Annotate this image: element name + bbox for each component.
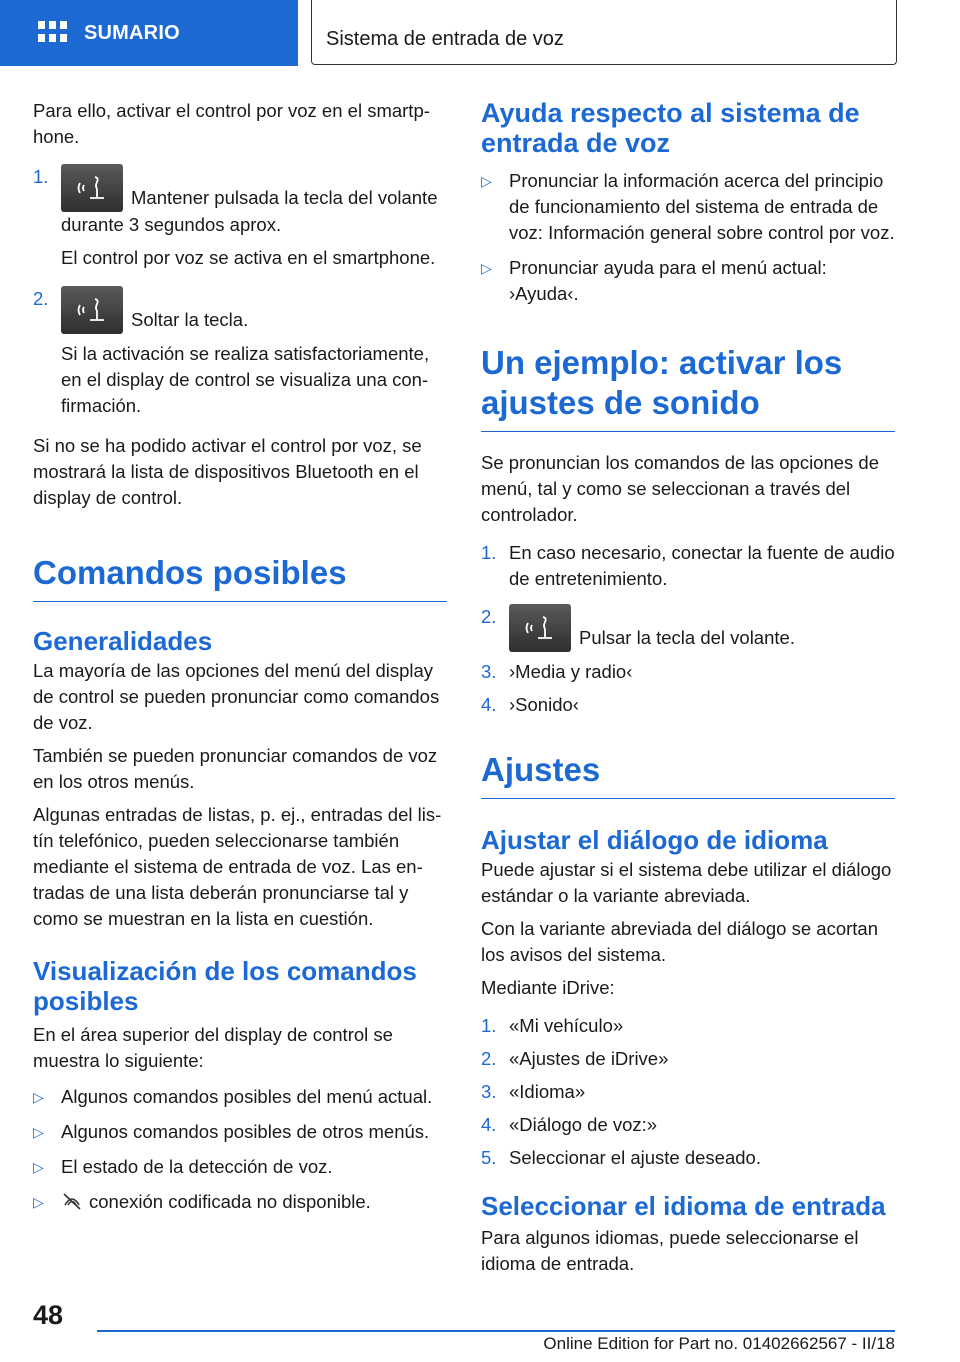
bullet-item: ▷ Algunos comandos posibles de otros menús. (33, 1119, 447, 1145)
step-text: Mantener pulsada la tecla del volante durante 3 segundos aprox. (61, 187, 438, 235)
step-item: 3. «Idioma» (481, 1081, 586, 1102)
intro-text: Para ello, activar el control por voz en el smartphone. (33, 100, 430, 147)
edition-text: Online Edition for Part no. 01402662567 - II/18 (543, 1334, 895, 1353)
bullet-item: ▷ Algunos comandos posibles del menú actual. (33, 1084, 447, 1110)
dialog-para-1: Puede ajustar si el sistema debe utilizar el diálogo estándar o la variante abreviada. (481, 859, 892, 906)
step-item (33, 286, 447, 426)
heading-comandos: Comandos posibles (33, 553, 447, 602)
toc-label: SUMARIO (84, 21, 180, 44)
page-number: 48 (33, 1300, 64, 1330)
footer-divider (97, 1330, 895, 1332)
example-para: Se pronuncian los comandos de las opciones de menú, tal y como se seleccionan a través del controlador. (481, 452, 880, 525)
step-item: 5. Seleccionar el ajuste deseado. (481, 1147, 761, 1168)
dialog-para-3: Mediante iDrive: (481, 977, 615, 998)
step-item: 3. ›Media y radio‹ (481, 661, 633, 682)
step-item: 2. Pulsar la tecla del volante. (481, 604, 895, 652)
dialog-para-2: Con la variante abreviada del diálogo se acortan los avisos del sistema. (481, 918, 878, 965)
triangle-bullet-icon: ▷ (481, 260, 492, 276)
section-title: Sistema de entrada de voz (326, 28, 564, 50)
general-para-3: Algunas entradas de listas, p. ej., entradas del listín telefónico, pueden seleccionarse también mediante el sistema de entrada de voz. Las entradas de una lista deberán pronunciarse tal y como se muestran en la lista en cuestión. (33, 804, 442, 929)
step-item: 4. «Diálogo de voz:» (481, 1114, 658, 1135)
section-tab[interactable] (311, 0, 897, 65)
triangle-bullet-icon: ▷ (33, 1159, 44, 1175)
voice-key-icon (61, 286, 123, 334)
heading-idioma: Seleccionar el idioma de entrada (481, 1191, 886, 1221)
visual-para: En el área superior del display de control se muestra lo siguiente: (33, 1024, 393, 1071)
triangle-bullet-icon: ▷ (33, 1124, 44, 1140)
step-item (33, 164, 447, 278)
bullet-item: ▷ El estado de la detección de voz. (33, 1154, 447, 1180)
heading-ayuda: Ayuda respecto al sistema de entrada de voz (481, 98, 860, 158)
heading-ajustes: Ajustes (481, 750, 895, 799)
triangle-bullet-icon: ▷ (33, 1194, 44, 1210)
fail-text: Si no se ha podido activar el control por voz, se mostrará la lista de dispositivos Bluetooth en el display de control. (33, 435, 422, 508)
top-bar (0, 0, 960, 68)
step-number: 2. (33, 288, 49, 309)
general-para-1: La mayoría de las opciones del menú del display de control se pueden pronunciar como comandos de voz. (33, 660, 440, 733)
heading-visualizacion: Visualización de los comandos posibles (33, 956, 417, 1016)
step-item: 1. «Mi vehículo» (481, 1015, 624, 1036)
step-text: Soltar la tecla. (131, 309, 249, 330)
voice-key-icon (509, 604, 571, 652)
left-column (33, 98, 447, 1224)
heading-ejemplo: Un ejemplo: activar los ajustes de sonido (481, 343, 895, 432)
step-item: 1. En caso necesario, conectar la fuente de audio de entretenimiento. (481, 542, 895, 589)
step-item: 2. «Ajustes de iDrive» (481, 1048, 669, 1069)
triangle-bullet-icon: ▷ (481, 173, 492, 189)
heading-dialogo: Ajustar el diálogo de idioma (481, 825, 828, 855)
lang-para: Para algunos idiomas, puede seleccionarse el idioma de entrada. (481, 1227, 859, 1274)
bullet-item: ▷ Pronunciar ayuda para el menú actual: ›Ayuda‹. (481, 255, 895, 307)
bullet-item: ▷ Pronunciar la información acerca del principio de funcionamiento del sistema de entrada de voz: Información general sobre control por voz. (481, 168, 895, 246)
voice-key-icon (61, 164, 123, 212)
step-number: 1. (33, 166, 49, 187)
toc-button[interactable] (0, 0, 298, 66)
right-column (481, 98, 895, 1284)
step-subtext: El control por voz se activa en el smartphone. (61, 247, 436, 268)
triangle-bullet-icon: ▷ (33, 1089, 44, 1105)
grid-icon (38, 21, 66, 45)
step-item: 4. ›Sonido‹ (481, 694, 579, 715)
bullet-item: ▷ conexión codificada no disponible. (33, 1189, 447, 1215)
general-para-2: También se pueden pronunciar comandos de voz en los otros menús. (33, 745, 438, 792)
no-encryption-icon (61, 1191, 83, 1211)
heading-generalidades: Generalidades (33, 626, 213, 656)
step-subtext: Si la activación se realiza satisfactoriamente, en el display de control se visualiza una confirmación. (61, 343, 430, 416)
